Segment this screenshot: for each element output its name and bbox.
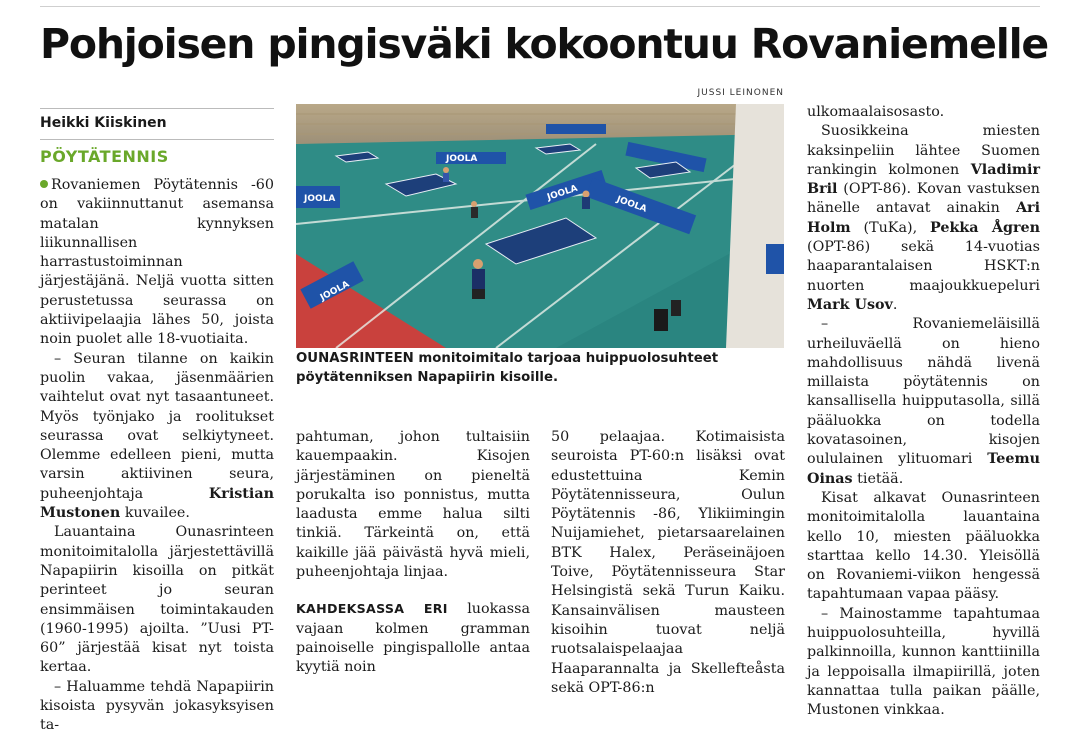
table-tennis-hall-image <box>296 104 784 348</box>
caption-text: monitoimitalo tarjoaa huippuolosuhteet pöytätenniksen Napapiirin kisoille. <box>296 351 719 385</box>
byline-rule-bottom <box>40 139 274 140</box>
subhead-lead: KAHDEKSASSA ERI <box>296 601 448 617</box>
top-rule <box>40 6 1040 7</box>
paragraph: pahtuman, johon tultaisiin kauempaakin. Kisojen järjestäminen on pieneltä porukalta iso ponnistus, mutta laadusta emme halua silti tinkiä. Tärkeintä on, että kaikille jää päivästä hyvä mieli, puheenjohtaja linjaa. <box>296 429 530 581</box>
paragraph: 50 pelaajaa. Kotimaisista seuroista PT-60:n lisäksi ovat edustettuina Kemin Pöytätennisseura, Oulun Pöytätennis -86, Ylikiimingin Nuijamiehet, pietarsaarelainen BTK Halex, Peräseinäjoen Toive, Pöytätennisseura Star Helsingistä sekä Turun Kaiku. Kansainvälisen mausteen kisoihin tuovat neljä ruotsalaispelaajaa Haaparannalta ja Skellefteåsta sekä OPT-86:n <box>551 429 785 696</box>
person-name: Teemu Oinas <box>807 451 1040 487</box>
photo-caption <box>296 350 784 387</box>
paragraph: ulkomaalaisosasto. <box>807 104 945 120</box>
joola-label: JOOLA <box>615 194 649 215</box>
bullet-dot-icon <box>40 180 48 188</box>
joola-label: JOOLA <box>546 183 579 203</box>
article-column-3 <box>551 428 785 698</box>
person-name: Vladimir Bril <box>807 161 1040 198</box>
joola-label: JOOLA <box>318 279 352 304</box>
joola-label: JOOLA <box>446 154 478 164</box>
article-column-1 <box>40 108 274 736</box>
person-name: Mark Usov <box>807 296 893 313</box>
person-name: Pekka Ågren <box>930 219 1040 236</box>
section-kicker: PÖYTÄTENNIS <box>40 147 169 166</box>
author-byline: Heikki Kiiskinen <box>40 115 167 131</box>
photo-credit: JUSSI LEINONEN <box>697 88 784 98</box>
byline-rule <box>40 108 274 109</box>
caption-lead: OUNASRINTEEN <box>296 351 414 366</box>
person-name: Kristian Mustonen <box>40 485 274 522</box>
article-photo <box>296 104 784 348</box>
paragraph: Kisat alkavat Ounasrinteen monitoimitalolla lauantaina kello 10, miesten pääluokka starttaa kello 14.30. Yleisöllä on Rovaniemi-viikon hengessä tapahtumaan vapaa pääsy. <box>807 489 1040 603</box>
joola-label: JOOLA <box>304 194 336 204</box>
article-column-2 <box>296 428 530 678</box>
paragraph: Lauantaina Ounasrinteen monitoimitalolla järjestettävillä Napapiirin kisoilla on pitkät perinteet jo seuran ensimmäisen toimintakauden (1960-1995) ajoilta. ”Uusi PT-60” järjestää kisat nyt toista kertaa. <box>40 524 274 676</box>
paragraph: – Mainostamme tapahtumaa huippuolosuhteilla, hyvillä palkinnoilla, kunnon kanttiinilla ja leppoisalla ilmapiirillä, joten kannattaa tulla paikan päälle, Mustonen vinkkaa. <box>807 605 1040 719</box>
article-column-4 <box>807 103 1040 721</box>
paragraph: – Rovaniemeläisillä urheiluväellä on hieno mahdollisuus nähdä livenä millaista pöytätennis on kansallisella huipputasolla, sillä pääluokka on todella kovatasoinen, kisojen oululainen ylituomari Teemu Oinas tietää. <box>807 316 1040 487</box>
paragraph: – Haluamme tehdä Napapiirin kisoista pysyvän jokasyksyisen ta- <box>40 678 274 734</box>
lead-paragraph: Rovaniemen Pöytätennis -60 on vakiinnuttanut asemansa matalan kynnyksen liikunnallisen harrastustoiminnan järjestäjänä. Neljä vuotta sitten perustetussa seurassa on aktiivipelaajia lähes 50, joista noin puolet alle 18-vuotiaita. <box>40 177 274 348</box>
paragraph: KAHDEKSASSA ERI luokassa vajaan kolmen gramman painoiselle pingispallolle antaa kyytiä noin <box>296 601 530 676</box>
paragraph: Suosikkeina miesten kaksinpeliin lähtee Suomen rankingin kolmonen Vladimir Bril (OPT-86). Kovan vastuksen hänelle antavat ainakin Ari Holm (TuKa), Pekka Ågren (OPT-86) sekä 14-vuotias haaparantalaisen HSKT:n nuorten maajoukkuepeluri Mark Usov. <box>807 123 1040 313</box>
headline: Pohjoisen pingisväki kokoontuu Rovaniemelle <box>40 20 1049 68</box>
paragraph: – Seuran tilanne on kaikin puolin vakaa, jäsenmäärien vaihtelut ovat nyt tasaantuneet. Myös työnjako ja roolitukset seurassa ovat selkiytyneet. Olemme edelleen pieni, mutta varsin aktiivinen seura, puheenjohtaja Kristian Mustonen kuvailee. <box>40 350 274 522</box>
person-name: Ari Holm <box>807 200 1040 236</box>
